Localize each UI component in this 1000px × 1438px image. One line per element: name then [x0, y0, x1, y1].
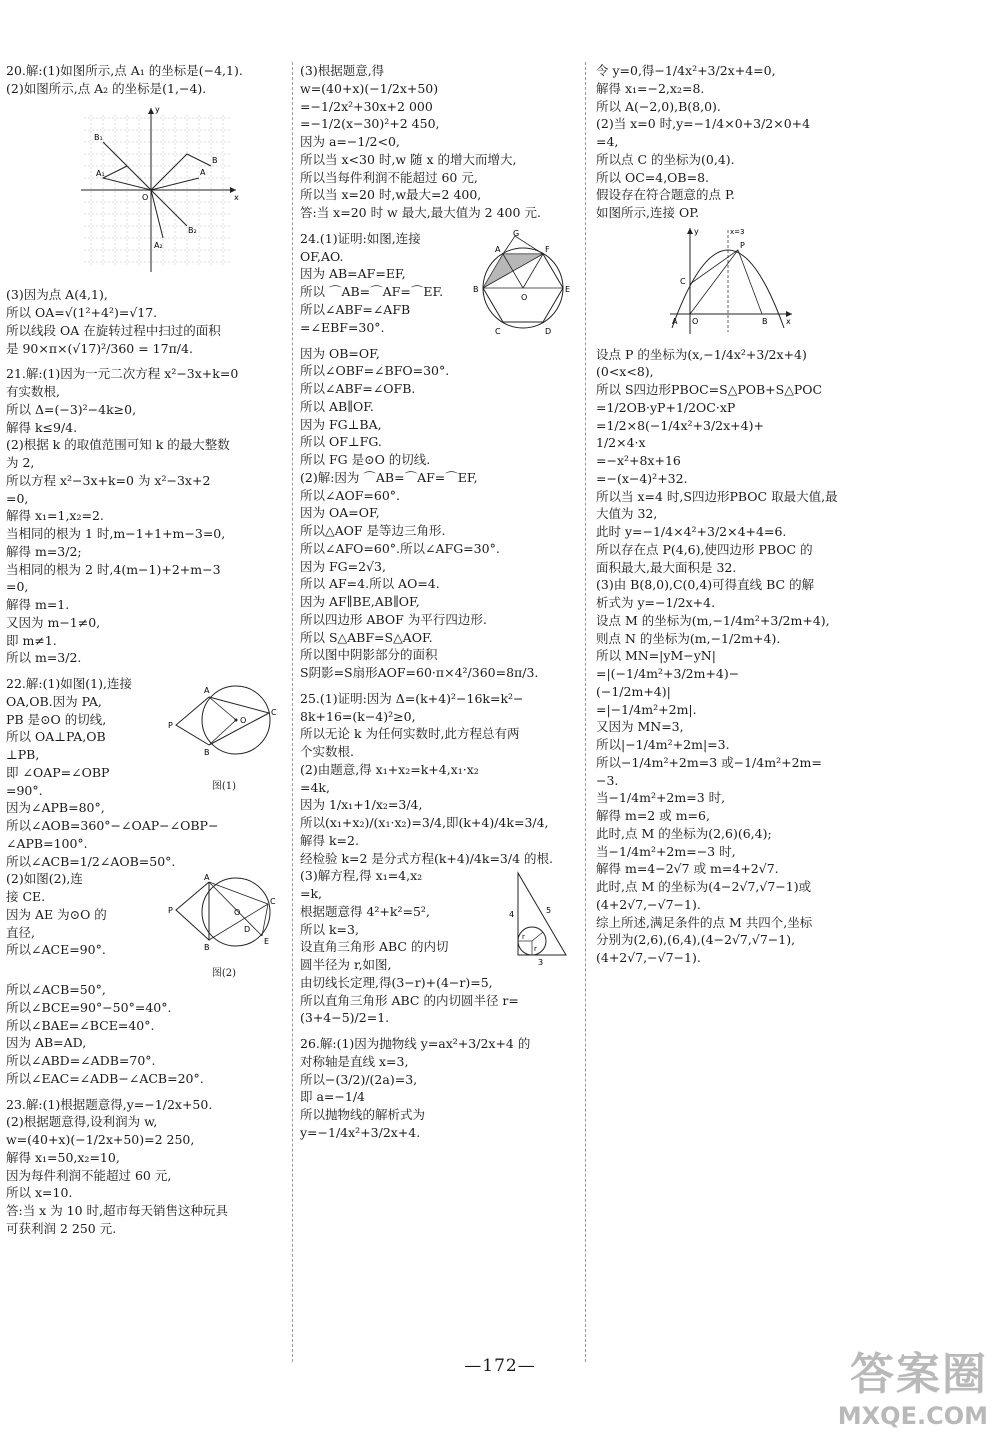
q26-line: =1/2OB·yP+1/2OC·xP — [596, 399, 736, 415]
q25-line: 个实数根. — [300, 744, 354, 759]
q22-line: 所以∠BAE=∠BCE=40°. — [6, 1017, 155, 1033]
q22-line: (2)如图(2),连 — [6, 871, 83, 887]
column-divider — [585, 62, 586, 1362]
q22-line: 因为 AE 为⊙O 的 — [6, 906, 107, 922]
q26-line: 所以 MN=|yM−yN| — [596, 648, 716, 664]
svg-text:A: A — [672, 316, 678, 326]
page-number: —172— — [464, 1356, 536, 1376]
q22-line: 所以∠ACE=90°. — [6, 942, 106, 958]
q26-line: 析式为 y=−1/2x+4. — [596, 595, 716, 610]
q24-line: 所以 AB∥OF. — [300, 398, 374, 414]
q22-line: OA,OB.因为 PA, — [6, 693, 102, 709]
q26-line: (4+2√7,−√7−1). — [596, 896, 701, 912]
q24-line: 因为 OB=OF, — [300, 345, 380, 361]
q23-line: 23.解:(1)根据题意得,y=−1/2x+50. — [6, 1096, 213, 1112]
svg-text:4: 4 — [509, 910, 515, 920]
q20-line: 所以线段 OA 在旋转过程中扫过的面积 — [6, 322, 221, 338]
q24-line: 所以∠OBF=∠BFO=30°. — [300, 363, 450, 379]
q25-line: 解得 k=2. — [300, 832, 359, 848]
q22-line: 因为 AB=AD, — [6, 1035, 87, 1051]
q22-line: ⊥PB, — [6, 747, 40, 762]
q26-line: 综上所述,满足条件的点 M 共四个,坐标 — [596, 914, 813, 930]
q23-line: (3)根据题意,得 — [300, 63, 385, 78]
q24-line: S阴影=S扇形AOF=60·π×4²/360=8π/3. — [300, 665, 539, 680]
q20-grid-figure — [6, 100, 284, 285]
svg-text:C: C — [271, 708, 277, 717]
svg-text:y: y — [694, 226, 699, 236]
q25-line: 设直角三角形 ABC 的内切 — [300, 939, 449, 955]
q25-line: 因为 1/x₁+1/x₂=3/4, — [300, 797, 423, 813]
q24-line: 因为 FG⊥BA, — [300, 416, 382, 432]
q23-line: w=(40+x)(−1/2x+50)=2 250, — [6, 1132, 195, 1148]
q22-line: 所以∠AOB=360°−∠OAP−∠OBP− — [6, 818, 219, 833]
q26-line: 令 y=0,得−1/4x²+3/2x+4=0, — [596, 63, 776, 78]
q22-line: 22.解:(1)如图(1),连接 — [6, 676, 132, 691]
q25-line: 8k+16=(k−4)²≥0, — [300, 708, 416, 724]
svg-text:A: A — [204, 686, 210, 695]
svg-text:E: E — [264, 937, 270, 947]
q26-line: 所以当 x=4 时,S四边形PBOC 取最大值,最 — [596, 488, 838, 504]
q26-line: 所以|−1/4m²+2m|=3. — [596, 737, 730, 752]
q23-line: 所以 x=10. — [6, 1185, 73, 1201]
q26-line: =|−1/4m²+2m|. — [596, 701, 697, 717]
q24-line: 所以图中阴影部分的面积 — [300, 647, 438, 663]
q26-line: =−(x−4)²+32. — [596, 470, 688, 486]
q24-line: 所以 S△ABF=S△AOF. — [300, 629, 433, 645]
q21-line: (2)根据 k 的取值范围可知 k 的最大整数 — [6, 437, 230, 453]
svg-text:B₂: B₂ — [188, 225, 197, 235]
svg-text:P: P — [168, 906, 173, 916]
svg-text:A: A — [495, 244, 501, 254]
q24-hexagon-figure — [471, 230, 576, 345]
q20-line: 20.解:(1)如图所示,点 A₁ 的坐标是(−4,1). — [6, 63, 243, 78]
q26-line: 解得 m=4−2√7 或 m=4+2√7. — [596, 861, 779, 877]
q22-line: 因为∠APB=80°, — [6, 800, 105, 816]
q26-line: 所以−1/4m²+2m=3 或−1/4m²+2m= — [596, 754, 822, 770]
q21-line: 解得 x₁=1,x₂=2. — [6, 508, 104, 524]
q22-figure-1 — [164, 675, 284, 794]
q26-line: 即 a=−1/4 — [300, 1089, 365, 1105]
q23-line: 答:当 x=20 时 w 最大,最大值为 2 400 元. — [300, 205, 541, 220]
q23-line: 解得 x₁=50,x₂=10, — [6, 1149, 120, 1165]
q26-line: 分别为(2,6),(6,4),(4−2√7,√7−1), — [596, 932, 796, 948]
q26-line: 此时,点 M 的坐标为(4−2√7,√7−1)或 — [596, 879, 812, 894]
q25-line: 所以(x₁+x₂)/(x₁·x₂)=3/4,即(k+4)/4k=3/4, — [300, 815, 549, 830]
q26-line: 此时 y=−1/4×4²+3/2×4+4=6. — [596, 524, 787, 539]
svg-text:A: A — [204, 873, 210, 883]
q24-line: 因为 AF∥BE,AB∥OF, — [300, 594, 420, 609]
q23-line: w=(40+x)(−1/2x+50) — [300, 80, 439, 96]
svg-text:r: r — [522, 933, 525, 942]
svg-text:P: P — [740, 240, 745, 250]
figure-caption: 图(2) — [211, 968, 237, 979]
q26-line: =−x²+8x+16 — [596, 453, 681, 468]
q21-line: 所以 Δ=(−3)²−4k≥0, — [6, 401, 137, 417]
q22-line: 所以 OA⊥PA,OB — [6, 729, 106, 745]
q26-line: (0<x<8), — [596, 364, 654, 380]
svg-text:3: 3 — [538, 958, 544, 968]
q25-line: (2)由题意,得 x₁+x₂=k+4,x₁·x₂ — [300, 761, 479, 777]
q26-line: 设点 M 的坐标为(m,−1/4m²+3/2m+4), — [596, 612, 830, 628]
q20-line: (2)如图所示,点 A₂ 的坐标是(1,−4). — [6, 80, 207, 96]
watermark-site-text: MXQE.COM — [837, 1402, 988, 1430]
q21-line: 解得 m=1. — [6, 597, 70, 612]
column-middle — [300, 62, 576, 1368]
q23-line: 所以当 x=20 时,w最大=2 400, — [300, 187, 482, 203]
q22-line: 所以∠ACB=1/2∠AOB=50°. — [6, 853, 176, 869]
svg-text:B: B — [204, 943, 210, 953]
q26-line: (2)当 x=0 时,y=−1/4×0+3/2×0+4 — [596, 116, 811, 132]
q23-line: 因为每件利润不能超过 60 元, — [6, 1167, 172, 1183]
svg-text:B₁: B₁ — [94, 132, 103, 142]
q26-line: 解得 m=2 或 m=6, — [596, 808, 710, 823]
q22-line: 即 ∠OAP=∠OBP — [6, 764, 110, 780]
svg-text:O: O — [234, 908, 241, 918]
q25-line: 由切线长定理,得(3−r)+(4−r)=5, — [300, 974, 493, 990]
q26-line: 所以点 C 的坐标为(0,4). — [596, 151, 735, 167]
q21-line: 解得 k≤9/4. — [6, 419, 78, 435]
column-divider — [292, 62, 293, 1362]
q24-line: 因为 AB=AF=EF, — [300, 266, 406, 282]
q25-triangle-figure — [506, 867, 576, 972]
svg-text:B: B — [762, 316, 768, 326]
q26-line: 又因为 MN=3, — [596, 719, 684, 735]
q25-line: 所以直角三角形 ABC 的内切圆半径 r= — [300, 992, 519, 1008]
q26-line: =1/2×8(−1/4x²+3/2x+4)+ — [596, 417, 764, 433]
svg-text:B: B — [473, 284, 479, 294]
q25-line: =4k, — [300, 779, 330, 795]
q22-line: =90°. — [6, 782, 43, 798]
q24-line: 所以∠AFO=60°.所以∠AFG=30°. — [300, 540, 500, 556]
q26-line: =|(−1/4m²+3/2m+4)− — [596, 666, 740, 681]
q23-line: 所以当 x<30 时,w 随 x 的增大而增大, — [300, 151, 517, 167]
q22-line: 所以∠ACB=50°, — [6, 982, 106, 998]
q24-line: 24.(1)证明:如图,连接 — [300, 230, 421, 246]
svg-text:C: C — [495, 326, 501, 336]
q20-line: 所以 OA=√(1²+4²)=√17. — [6, 305, 158, 320]
q25-line: =k, — [300, 886, 323, 901]
svg-text:G: G — [513, 229, 520, 238]
svg-text:F: F — [545, 244, 550, 254]
q24-line: 因为 FG=2√3, — [300, 558, 386, 574]
q26-parabola-figure — [596, 224, 862, 344]
svg-text:O: O — [692, 316, 699, 326]
q24-line: 所以 FG 是⊙O 的切线. — [300, 452, 431, 467]
q21-line: 当相同的根为 1 时,m−1+1+m−3=0, — [6, 526, 226, 541]
q23-line: 答:当 x 为 10 时,超市每天销售这种玩具 — [6, 1203, 229, 1219]
q26-line: 所以 S四边形PBOC=S△POB+S△POC — [596, 382, 823, 397]
svg-text:x=3: x=3 — [730, 227, 745, 236]
q22-figure-2 — [164, 870, 284, 981]
column-right — [596, 62, 862, 1368]
watermark-logo-text: 答案圈 — [850, 1349, 988, 1400]
q26-line: (4+2√7,−√7−1). — [596, 950, 701, 965]
q20-line: (3)因为点 A(4,1), — [6, 287, 108, 303]
q21-line: 又因为 m−1≠0, — [6, 614, 101, 630]
q26-line: 所以 A(−2,0),B(8,0). — [596, 98, 721, 114]
q25-line: 所以 k=3, — [300, 921, 359, 937]
column-left — [6, 62, 284, 1368]
q24-line: OF,AO. — [300, 248, 344, 264]
figure-caption: 图(1) — [211, 780, 237, 792]
q21-line: 为 2, — [6, 455, 35, 470]
q23-line: 可获利润 2 250 元. — [6, 1220, 117, 1236]
q24-line: 所以∠ABF=∠OFB. — [300, 381, 416, 396]
q24-line: 所以 OF⊥FG. — [300, 434, 382, 450]
q25-line: (3)解方程,得 x₁=4,x₂ — [300, 868, 423, 884]
q25-line: 所以无论 k 为任何实数时,此方程总有两 — [300, 726, 520, 742]
q26-line: 面积最大,最大面积是 32. — [596, 559, 737, 575]
q21-line: 解得 m=3/2; — [6, 543, 82, 559]
q21-line: 当相同的根为 2 时,4(m−1)+2+m−3 — [6, 561, 221, 577]
q25-line: 圆半径为 r,如图, — [300, 957, 392, 972]
svg-text:O: O — [240, 716, 247, 725]
q22-line: 所以∠ABD=∠ADB=70°. — [6, 1053, 156, 1069]
svg-text:O: O — [521, 292, 528, 302]
svg-text:y: y — [155, 104, 160, 114]
svg-text:C: C — [680, 276, 686, 286]
q26-line: 设点 P 的坐标为(x,−1/4x²+3/2x+4) — [596, 346, 807, 362]
svg-text:x: x — [786, 316, 791, 326]
q22-line: PB 是⊙O 的切线, — [6, 711, 107, 727]
q26-line: 26.解:(1)因为抛物线 y=ax²+3/2x+4 的 — [300, 1036, 531, 1051]
q26-line: (3)由 B(8,0),C(0,4)可得直线 BC 的解 — [596, 577, 815, 593]
q24-line: 所以 AF=4.所以 AO=4. — [300, 576, 440, 592]
q26-line: 所以抛物线的解析式为 — [300, 1107, 426, 1122]
q26-line: 所以存在点 P(4,6),使四边形 PBOC 的 — [596, 541, 813, 557]
q24-line: 所以四边形 ABOF 为平行四边形. — [300, 611, 487, 627]
svg-text:E: E — [565, 284, 571, 294]
q22-line: 接 CE. — [6, 889, 46, 904]
svg-text:A₂: A₂ — [154, 240, 163, 250]
svg-text:D: D — [545, 326, 552, 336]
q26-line: 对称轴是直线 x=3, — [300, 1053, 409, 1069]
q26-line: 大值为 32, — [596, 506, 658, 522]
q24-line: 所以△AOF 是等边三角形. — [300, 523, 446, 538]
q25-line: 根据题意得 4²+k²=5², — [300, 903, 430, 919]
q21-line: 21.解:(1)因为一元二次方程 x²−3x+k=0 — [6, 366, 239, 382]
q24-line: (2)解:因为 ⌒AB=⌒AF=⌒EF, — [300, 469, 478, 485]
svg-text:A₁: A₁ — [96, 168, 105, 178]
q26-line: 当−1/4m²+2m=3 时, — [596, 790, 726, 806]
q26-line: y=−1/4x²+3/2x+4. — [300, 1124, 421, 1140]
svg-text:x: x — [234, 192, 239, 202]
watermark-logo — [838, 1338, 988, 1430]
svg-text:O: O — [142, 192, 149, 202]
q26-line: 所以−(3/2)/(2a)=3, — [300, 1071, 418, 1087]
q26-line: (−1/2m+4)| — [596, 683, 671, 699]
q23-line: (2)根据题意得,设利润为 w, — [6, 1114, 158, 1130]
q24-line: 所以∠ABF=∠AFB — [300, 301, 411, 317]
q26-line: 1/2×4·x — [596, 435, 646, 451]
svg-text:P: P — [168, 721, 173, 730]
q21-line: 即 m≠1. — [6, 632, 57, 648]
q23-line: 因为 a=−1/2<0, — [300, 134, 400, 149]
q26-line: 则点 N 的坐标为(m,−1/2m+4). — [596, 630, 781, 646]
q25-line: (3+4−5)/2=1. — [300, 1010, 390, 1026]
q21-line: 所以方程 x²−3x+k=0 为 x²−3x+2 — [6, 472, 211, 488]
svg-text:5: 5 — [546, 906, 552, 916]
q20-line: 是 90×π×(√17)²/360 = 17π/4. — [6, 340, 193, 356]
q22-line: 所以∠BCE=90°−50°=40°. — [6, 999, 172, 1015]
svg-text:r: r — [534, 945, 537, 954]
q21-line: =0, — [6, 490, 29, 506]
q23-line: =−1/2x²+30x+2 000 — [300, 98, 433, 114]
q21-line: =0, — [6, 579, 29, 595]
q21-line: 有实数根, — [6, 384, 60, 399]
svg-text:B: B — [204, 748, 210, 757]
q25-line: 经检验 k=2 是分式方程(k+4)/4k=3/4 的根. — [300, 850, 553, 866]
q21-line: 所以 m=3/2. — [6, 650, 82, 666]
q24-line: 因为 OA=OF, — [300, 505, 380, 521]
q26-line: 所以 OC=4,OB=8. — [596, 169, 710, 185]
q24-line: 所以∠AOF=60°. — [300, 487, 401, 503]
q26-line: 当−1/4m²+2m=−3 时, — [596, 843, 736, 859]
q23-line: =−1/2(x−30)²+2 450, — [300, 116, 440, 132]
q26-line: 解得 x₁=−2,x₂=8. — [596, 80, 705, 96]
q26-line: =4, — [596, 134, 619, 149]
q23-line: 所以当每件利润不能超过 60 元, — [300, 169, 478, 185]
svg-text:A: A — [200, 167, 206, 177]
q26-line: 此时,点 M 的坐标为(2,6)(6,4); — [596, 825, 772, 841]
svg-text:B: B — [212, 155, 218, 165]
q22-line: 直径, — [6, 924, 35, 940]
q25-line: 25.(1)证明:因为 Δ=(k+4)²−16k=k²− — [300, 690, 524, 706]
svg-text:C: C — [270, 897, 276, 907]
q24-line: =∠EBF=30°. — [300, 319, 385, 335]
q26-line: −3. — [596, 772, 619, 788]
svg-text:D: D — [244, 925, 251, 935]
q26-line: 假设存在符合题意的点 P. — [596, 187, 735, 203]
q26-line: 如图所示,连接 OP. — [596, 205, 700, 220]
q22-line: 所以∠EAC=∠ADB−∠ACB=20°. — [6, 1070, 204, 1086]
q22-line: ∠APB=100°. — [6, 835, 88, 851]
q24-line: 所以 ⌒AB=⌒AF=⌒EF. — [300, 284, 444, 299]
